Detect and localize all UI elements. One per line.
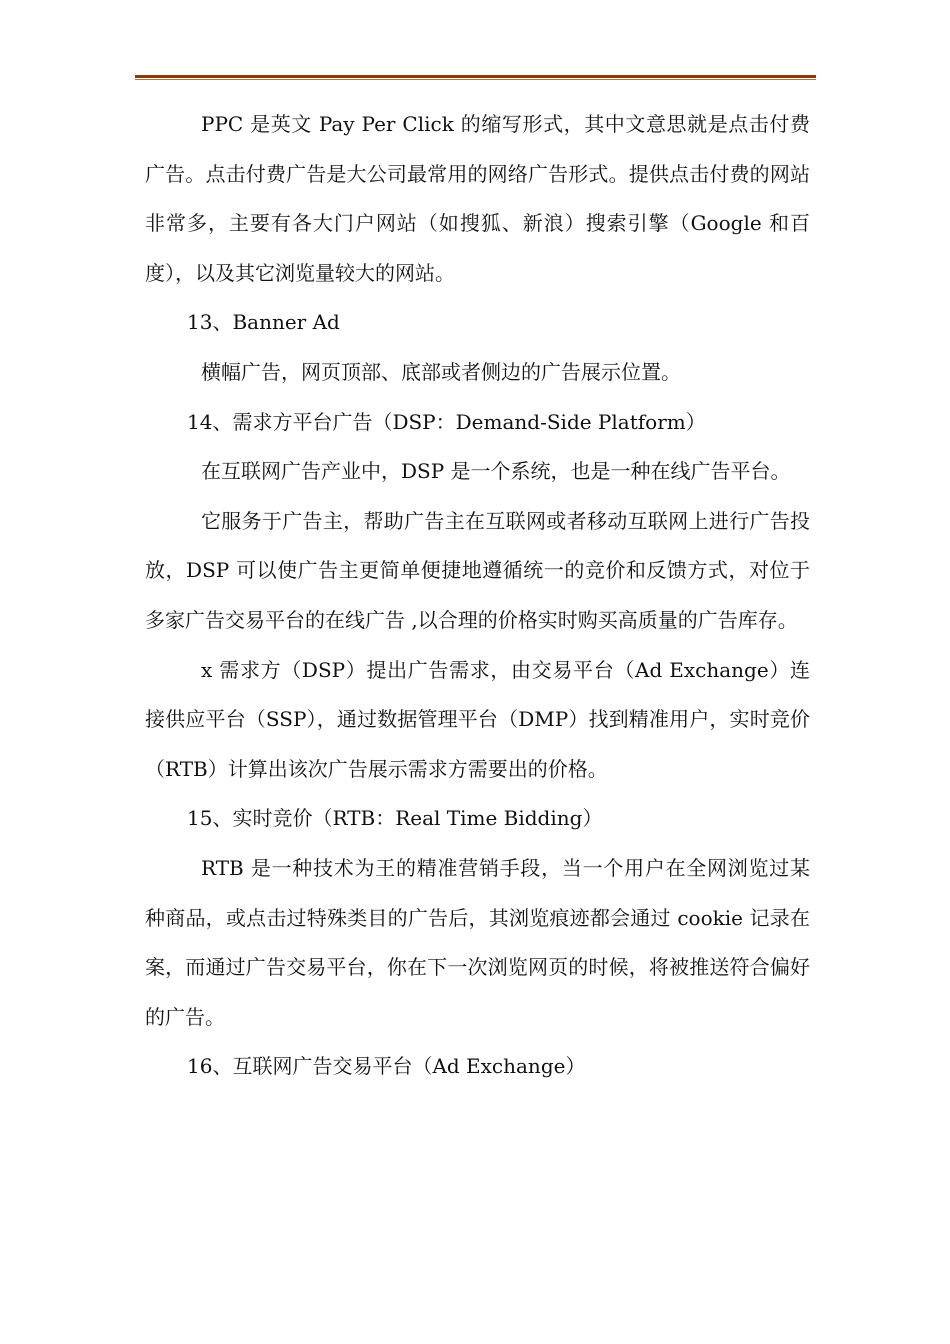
heading-rtb: 15、实时竞价（RTB：Real Time Bidding）: [187, 806, 603, 831]
paragraph-dsp-service: 它服务于广告主，帮助广告主在互联网或者移动互联网上进行广告投放，DSP 可以使广告主更简单便捷地遵循统一的竞价和反馈方式，对位于多家广告交易平台的在线广告 ,以合理的价格实时购买高质量的广告库存。: [145, 508, 810, 632]
heading-dsp: 14、需求方平台广告（DSP：Demand-Side Platform）: [187, 409, 706, 434]
document-body: [145, 100, 810, 1092]
heading-ad-exchange: 16、互联网广告交易平台（Ad Exchange）: [187, 1054, 586, 1079]
heading-banner-ad: 13、Banner Ad: [187, 310, 340, 335]
header-rule-thick: [135, 75, 816, 78]
paragraph-rtb: RTB 是一种技术为王的精准营销手段，当一个用户在全网浏览过某种商品，或点击过特殊类目的广告后，其浏览痕迹都会通过 cookie 记录在案，而通过广告交易平台，你在下一次浏览网页的时候，将被推送符合偏好的广告。: [145, 855, 810, 1029]
paragraph-dsp-flow: x 需求方（DSP）提出广告需求，由交易平台（Ad Exchange）连接供应平台（SSP），通过数据管理平台（DMP）找到精准用户，实时竞价（RTB）计算出该次广告展示需求方需要出的价格。: [145, 657, 810, 781]
paragraph-dsp-intro: 在互联网广告产业中，DSP 是一个系统，也是一种在线广告平台。: [201, 459, 791, 484]
header-rule-thin: [135, 79, 816, 80]
paragraph-ppc: PPC 是英文 Pay Per Click 的缩写形式，其中文意思就是点击付费广告。点击付费广告是大公司最常用的网络广告形式。提供点击付费的网站非常多，主要有各大门户网站（如搜狐、新浪）搜索引擎（Google 和百度），以及其它浏览量较大的网站。: [145, 112, 810, 285]
paragraph-banner-ad: 横幅广告，网页顶部、底部或者侧边的广告展示位置。: [201, 359, 681, 384]
